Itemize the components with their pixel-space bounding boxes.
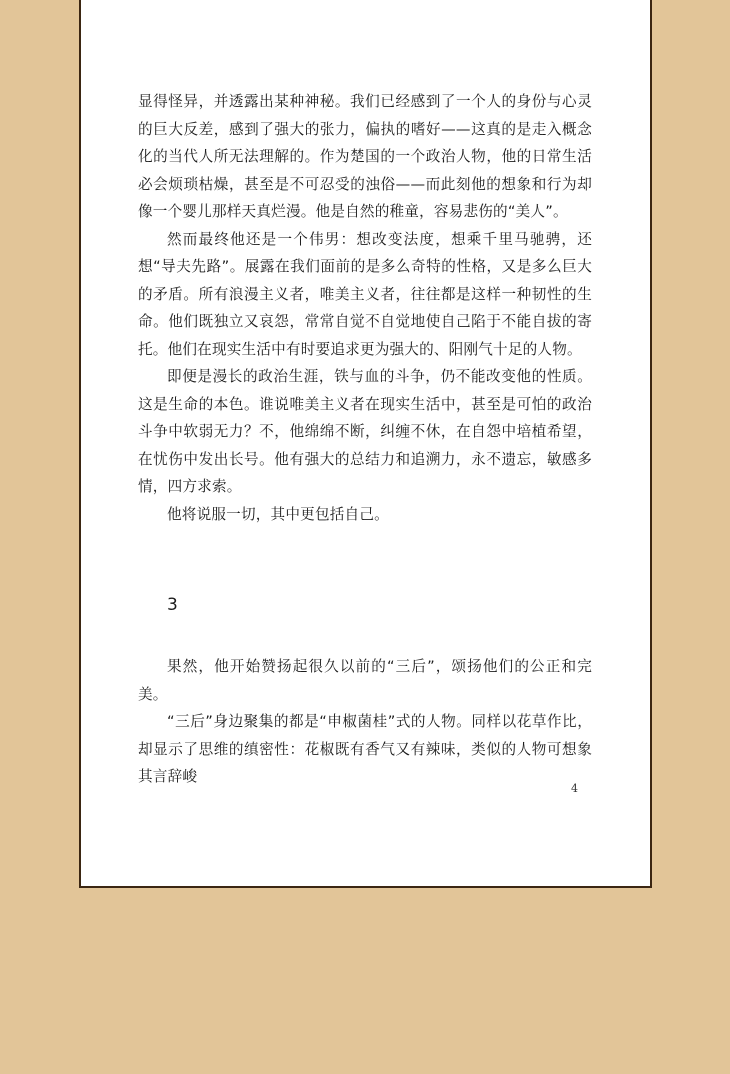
page-number: 4 <box>571 782 578 795</box>
text-block-top <box>138 88 592 528</box>
paragraph-1: 显得怪异，并透露出某种神秘。我们已经感到了一个人的身份与心灵的巨大反差，感到了强大的张力，偏执的嗜好——这真的是走入概念化的当代人所无法理解的。作为楚国的一个政治人物，他的日常生活必会烦琐枯燥，甚至是不可忍受的浊俗——而此刻他的想象和行为却像一个婴儿那样天真烂漫。他是自然的稚童，容易悲伤的“美人”。 <box>138 93 592 220</box>
document-page <box>79 0 652 888</box>
paragraph-4: 他将说服一切，其中更包括自己。 <box>167 505 389 523</box>
paragraph-6: “三后”身边聚集的都是“申椒菌桂”式的人物。同样以花草作比，却显示了思维的缜密性：花椒既有香气又有辣味，类似的人物可想象其言辞峻 <box>138 713 592 785</box>
paragraph-3: 即便是漫长的政治生涯，铁与血的斗争，仍不能改变他的性质。这是生命的本色。谁说唯美主义者在现实生活中，甚至是可怕的政治斗争中软弱无力？不，他绵绵不断，纠缠不休，在自怨中培植希望，在忧伤中发出长号。他有强大的总结力和追溯力，永不遗忘，敏感多情，四方求索。 <box>138 368 592 495</box>
paragraph-2: 然而最终他还是一个伟男：想改变法度，想乘千里马驰骋，还想“导夫先路”。展露在我们面前的是多么奇特的性格，又是多么巨大的矛盾。所有浪漫主义者，唯美主义者，往往都是这样一种韧性的生命。他们既独立又哀怨，常常自觉不自觉地使自己陷于不能自拔的寄托。他们在现实生活中有时要追求更为强大的、阳刚气十足的人物。 <box>138 230 592 358</box>
paragraph-5: 果然，他开始赞扬起很久以前的“三后”，颂扬他们的公正和完美。 <box>138 658 592 703</box>
section-number: 3 <box>167 595 178 615</box>
text-block-bottom <box>138 653 592 791</box>
